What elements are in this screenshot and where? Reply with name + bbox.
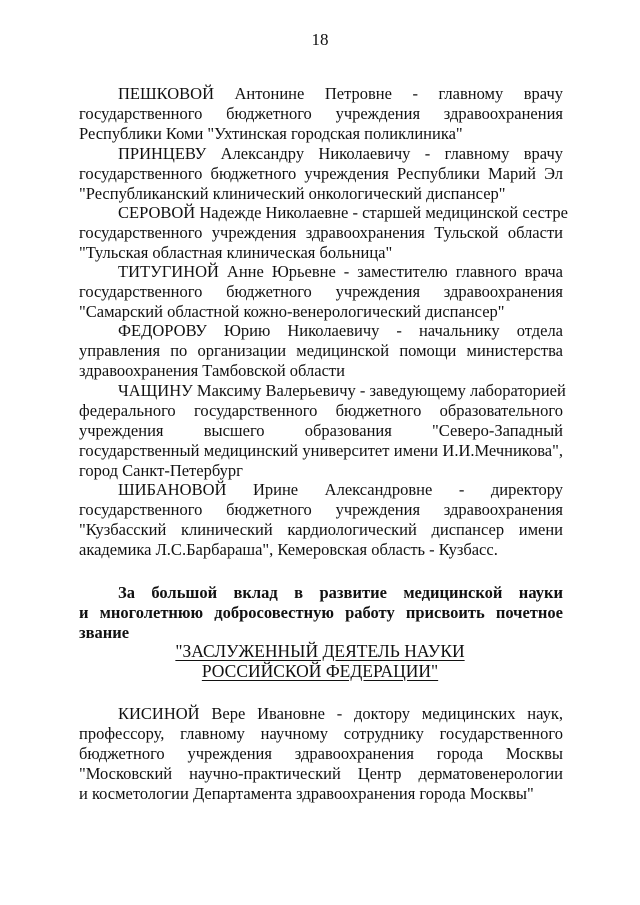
- award-line: здравоохранения Тамбовской области: [79, 361, 345, 380]
- decree-line: За большой вклад в развитие медицинской науки: [118, 583, 563, 602]
- recipient-line: бюджетного учреждения здравоохранения города Москвы: [79, 744, 563, 763]
- recipient-line: КИСИНОЙ Вере Ивановне - доктору медицинских наук,: [118, 704, 563, 723]
- honorary-title-line: РОССИЙСКОЙ ФЕДЕРАЦИИ": [201, 661, 439, 681]
- award-line: Республики Коми "Ухтинская городская поликлиника": [79, 124, 463, 143]
- award-line: государственного бюджетного учреждения Республики Марий Эл: [79, 164, 563, 183]
- award-line: "Самарский областной кожно-венерологический диспансер": [79, 302, 505, 321]
- award-line: ЧАЩИНУ Максиму Валерьевичу - заведующему лабораторией: [118, 381, 566, 400]
- award-line: государственного бюджетного учреждения здравоохранения: [79, 500, 563, 519]
- award-line: "Республиканский клинический онкологический диспансер": [79, 184, 506, 203]
- award-line: государственного бюджетного учреждения здравоохранения: [79, 282, 563, 301]
- award-line: управления по организации медицинской помощи министерства: [79, 341, 563, 360]
- page-number: 18: [311, 30, 329, 49]
- award-line: ШИБАНОВОЙ Ирине Александровне - директору: [118, 480, 563, 499]
- award-line: государственный медицинский университет имени И.И.Мечникова",: [79, 441, 563, 460]
- decree-line: и многолетнюю добросовестную работу присвоить почетное: [79, 603, 563, 622]
- award-line: ПЕШКОВОЙ Антонине Петровне - главному врачу: [118, 84, 563, 103]
- award-line: ФЕДОРОВУ Юрию Николаевичу - начальнику отдела: [118, 321, 563, 340]
- honorary-title-line: "ЗАСЛУЖЕННЫЙ ДЕЯТЕЛЬ НАУКИ: [175, 641, 465, 661]
- award-line: ТИТУГИНОЙ Анне Юрьевне - заместителю главного врача: [118, 262, 563, 281]
- award-line: федерального государственного бюджетного образовательного: [79, 401, 563, 420]
- award-line: СЕРОВОЙ Надежде Николаевне - старшей медицинской сестре: [118, 203, 568, 222]
- award-line: государственного бюджетного учреждения здравоохранения: [79, 104, 563, 123]
- award-line: академика Л.С.Барбараша", Кемеровская область - Кузбасс.: [79, 540, 498, 559]
- award-line: учреждения высшего образования "Северо-Западный: [79, 421, 563, 440]
- award-line: город Санкт-Петербург: [79, 461, 243, 480]
- award-line: "Кузбасский клинический кардиологический диспансер имени: [79, 520, 563, 539]
- recipient-line: и косметологии Департамента здравоохранения города Москвы": [79, 784, 534, 803]
- recipient-line: профессору, главному научному сотруднику государственного: [79, 724, 563, 743]
- award-line: ПРИНЦЕВУ Александру Николаевичу - главному врачу: [118, 144, 563, 163]
- recipient-line: "Московский научно-практический Центр дерматовенерологии: [79, 764, 563, 783]
- award-line: "Тульская областная клиническая больница": [79, 243, 393, 262]
- decree-line: звание: [79, 623, 130, 642]
- award-line: государственного учреждения здравоохранения Тульской области: [79, 223, 563, 242]
